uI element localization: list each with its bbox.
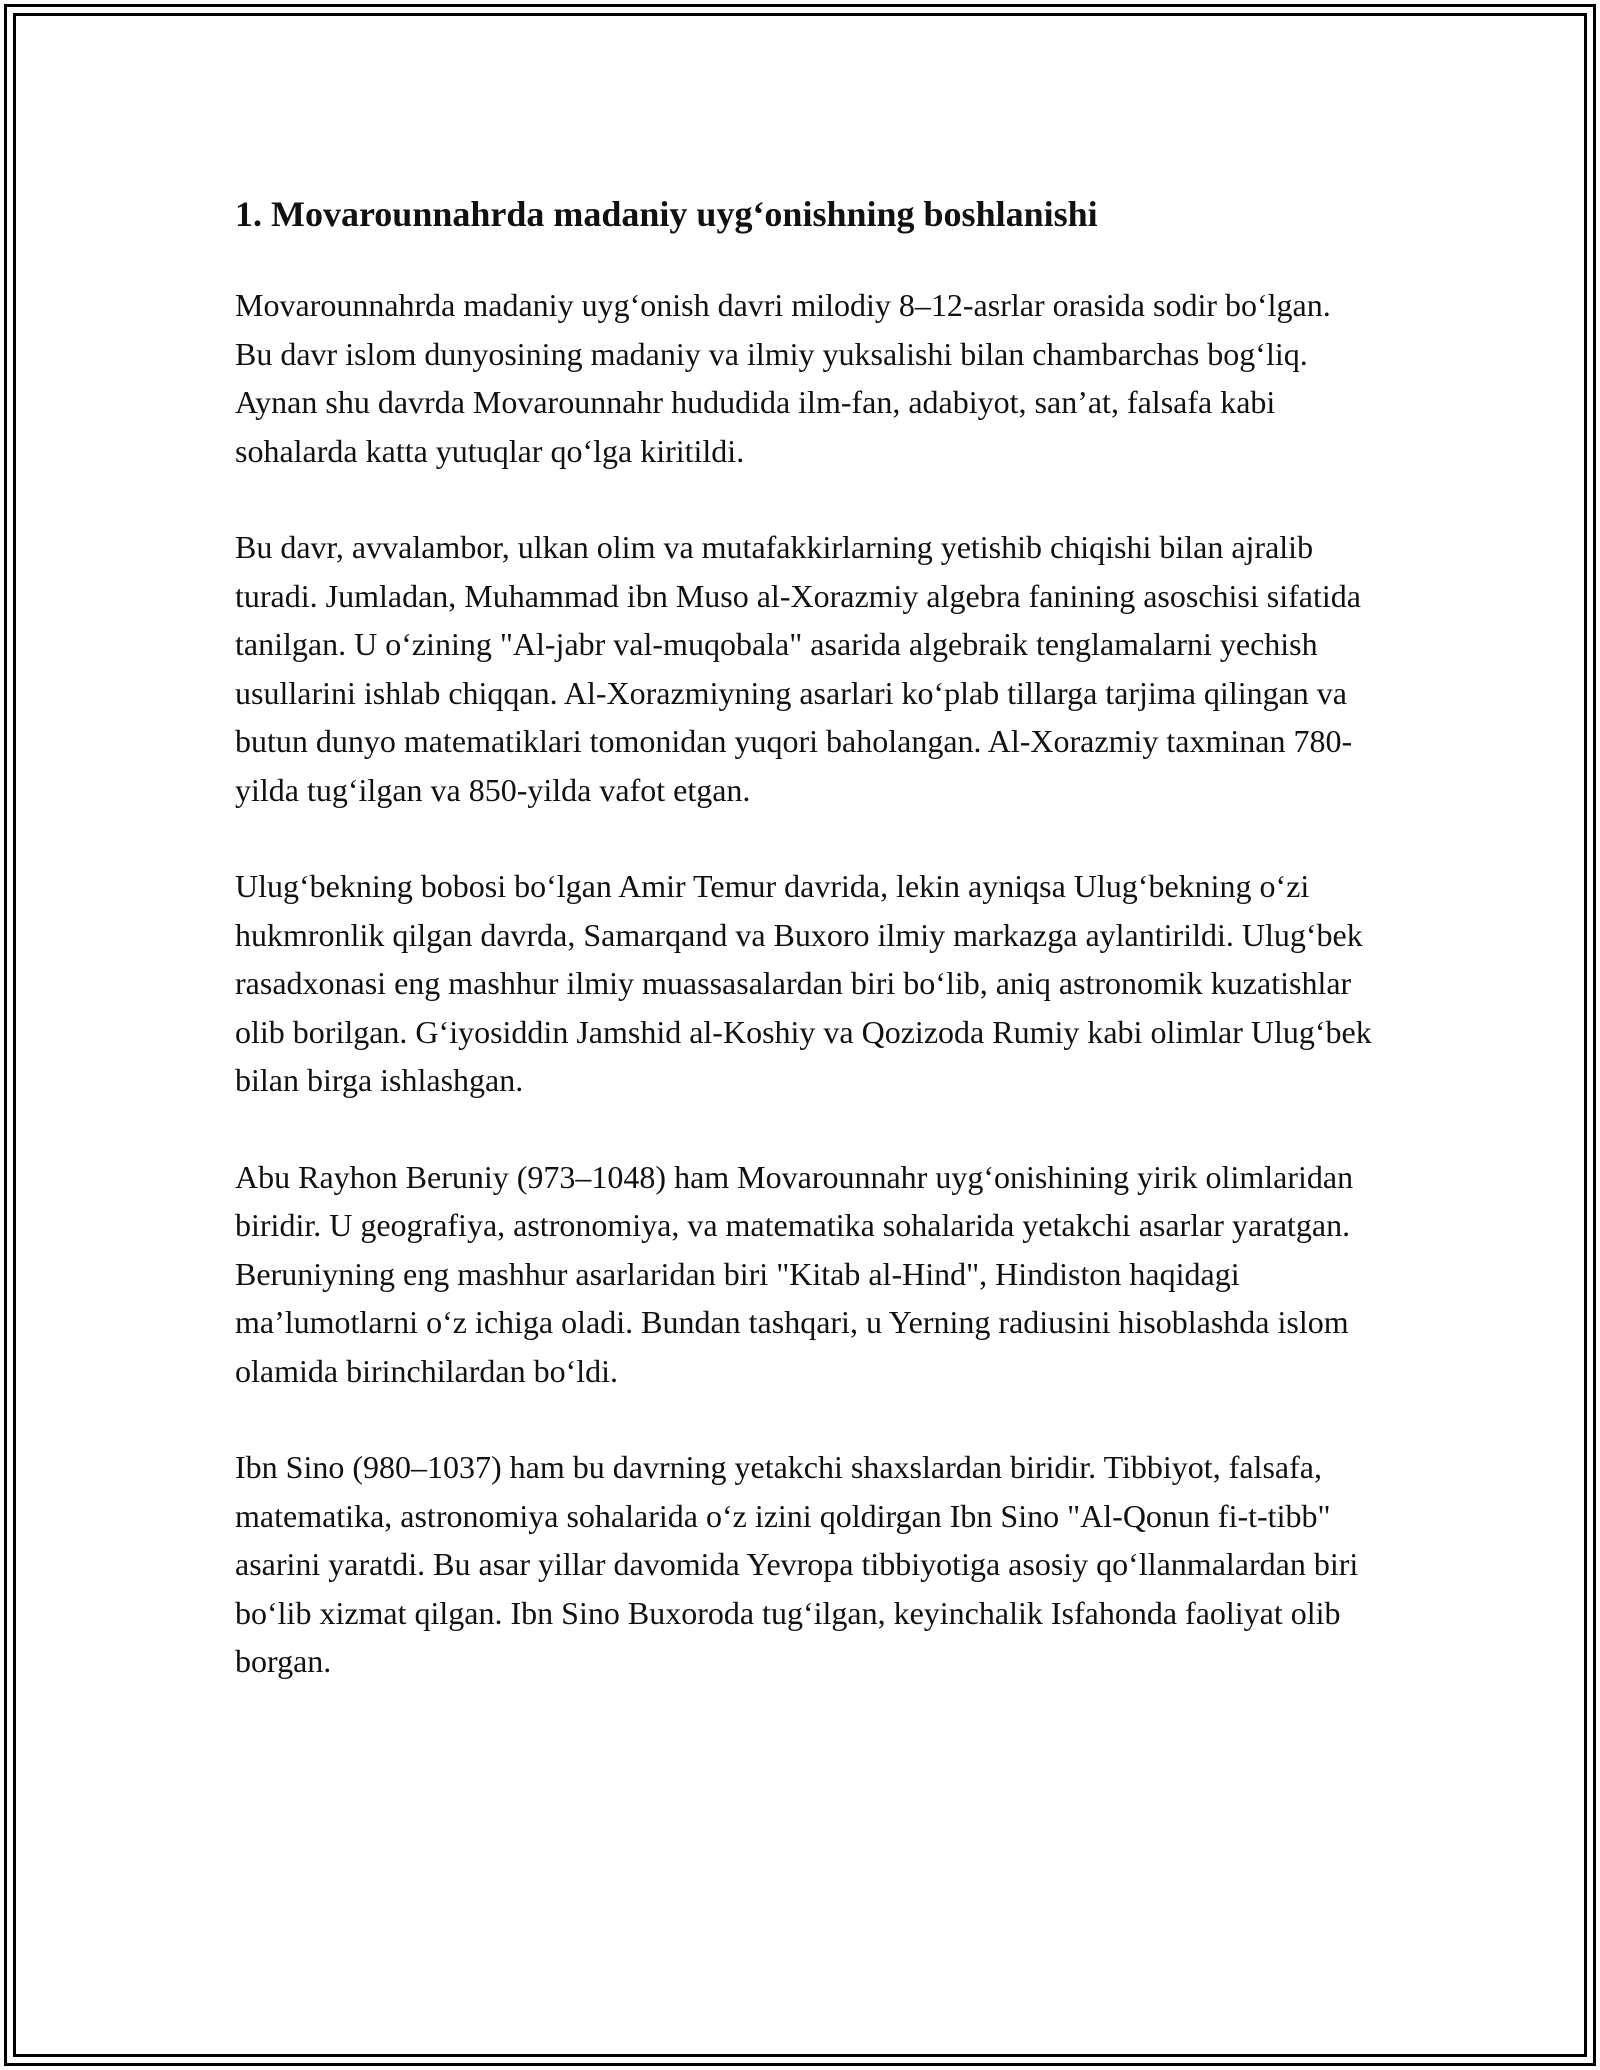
- section-heading: 1. Movarounnahrda madaniy uyg‘onishning boshlanishi: [235, 194, 1098, 234]
- paragraph-ulugbek: Ulug‘bekning bobosi bo‘lgan Amir Temur davrida, lekin ayniqsa Ulug‘bekning o‘zi hukmronlik qilgan davrda, Samarqand va Buxoro ilmiy markazga aylantirildi. Ulug‘bek rasadxonasi eng mashhur ilmiy muassasalardan biri bo‘lib, aniq astronomik kuzatishlar olib borilgan. G‘iyosiddin Jamshid al-Koshiy va Qozizoda Rumiy kabi olimlar Ulug‘bek bilan birga ishlashgan.: [235, 868, 1372, 1098]
- paragraph-intro: Movarounnahrda madaniy uyg‘onish davri milodiy 8–12-asrlar orasida sodir bo‘lgan. Bu davr islom dunyosining madaniy va ilmiy yuksalishi bilan chambarchas bog‘liq. Aynan shu davrda Movarounnahr hududida ilm-fan, adabiyot, san’at, falsafa kabi sohalarda katta yutuqlar qo‘lga kiritildi.: [235, 287, 1331, 469]
- paragraph-ibn-sino: Ibn Sino (980–1037) ham bu davrning yetakchi shaxslardan biridir. Tibbiyot, falsafa, matematika, astronomiya sohalarida o‘z izini qoldirgan Ibn Sino "Al-Qonun fi-t-tibb" asarini yaratdi. Bu asar yillar davomida Yevropa tibbiyotiga asosiy qo‘llanmalardan biri bo‘lib xizmat qilgan. Ibn Sino Buxoroda tug‘ilgan, keyinchalik Isfahonda faoliyat olib borgan.: [235, 1449, 1359, 1679]
- document-body: [235, 183, 1375, 1734]
- paragraph-beruniy: Abu Rayhon Beruniy (973–1048) ham Movarounnahr uyg‘onishining yirik olimlaridan biridir. U geografiya, astronomiya, va matematika sohalarida yetakchi asarlar yaratgan. Beruniyning eng mashhur asarlaridan biri "Kitab al-Hind", Hindiston haqidagi ma’lumotlarni o‘z ichiga oladi. Bundan tashqari, u Yerning radiusini hisoblashda islom olamida birinchilardan bo‘ldi.: [235, 1158, 1354, 1389]
- paragraph-al-xorazmiy: Bu davr, avvalambor, ulkan olim va mutafakkirlarning yetishib chiqishi bilan ajralib turadi. Jumladan, Muhammad ibn Muso al-Xorazmiy algebra fanining asoschisi sifatida tanilgan. U o‘zining "Al-jabr val-muqobala" asarida algebraik tenglamalarni yechish usullarini ishlab chiqqan. Al-Xorazmiyning asarlari ko‘plab tillarga tarjima qilingan va butun dunyo matematiklari tomonidan yuqori baholangan. Al-Xorazmiy taxminan 780-yilda tug‘ilgan va 850-yilda vafot etgan.: [235, 529, 1361, 808]
